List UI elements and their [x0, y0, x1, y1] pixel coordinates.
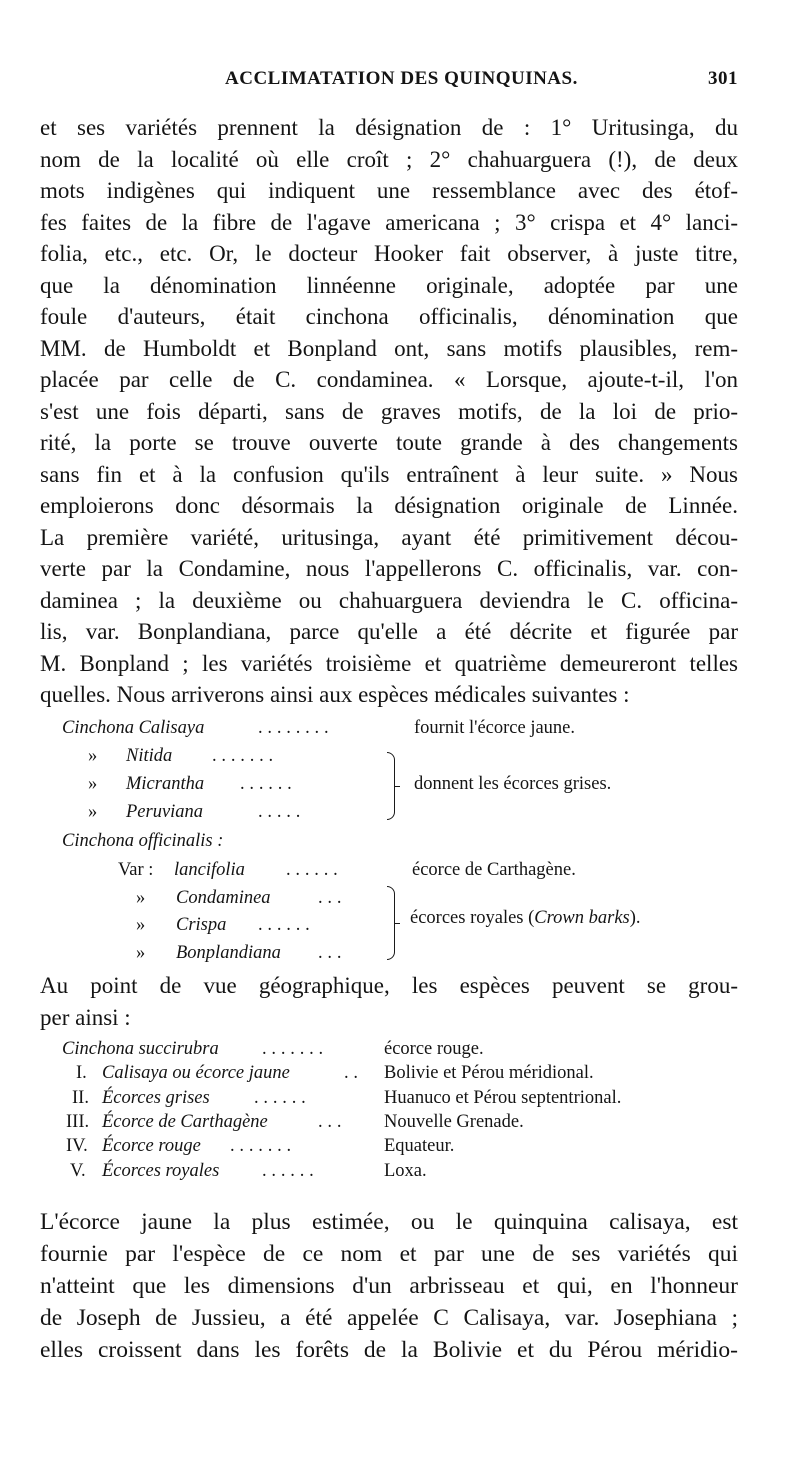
roman-numeral: V.	[70, 1161, 86, 1181]
list-item	[62, 718, 204, 739]
text-line: Au point de vue géographique, les espèces peuvent se grou-	[40, 973, 738, 998]
ditto-mark: »	[88, 802, 98, 822]
paragraph-1	[40, 112, 738, 711]
species-description: fournit l'écorce jaune.	[414, 718, 576, 738]
leader-dots: ......	[254, 1088, 311, 1108]
roman-numeral: I.	[76, 1063, 87, 1083]
leader-dots: ........	[258, 718, 334, 738]
bark-name: Écorces royales	[102, 1161, 220, 1181]
leader-dots: ......	[258, 915, 315, 935]
curly-brace	[387, 886, 395, 960]
leader-dots: .....	[258, 802, 306, 822]
paragraph-3	[40, 1206, 738, 1366]
variety-name: Condaminea	[176, 888, 271, 908]
group-description	[410, 908, 641, 929]
species-name: Cinchona succirubra	[62, 1039, 219, 1059]
leader-dots: ......	[286, 860, 343, 880]
text-line: folia, etc., etc. Or, le docteur Hooker fait observer, à juste titre,	[40, 241, 738, 266]
text-line: daminea ; la deuxième ou chahuarguera deviendra le C. officina-	[40, 587, 738, 613]
bark-name: Écorce de Carthagène	[102, 1112, 268, 1132]
ditto-mark: »	[88, 746, 98, 766]
roman-numeral: III.	[66, 1112, 90, 1132]
roman-numeral: IV.	[66, 1136, 88, 1156]
group-description: donnent les écorces grises.	[414, 774, 612, 794]
text-line: La première variété, uritusinga, ayant été primitivement décou-	[40, 524, 738, 550]
curly-brace	[387, 752, 395, 820]
text-line: nom de la localité où elle croît ; 2° chahuarguera (!), de deux	[40, 146, 738, 172]
ditto-mark: »	[136, 943, 146, 963]
species-name: Micrantha	[126, 774, 205, 794]
page-number: 301	[708, 68, 738, 89]
text-line: mots indigènes qui indiquent une ressemblance avec des étof-	[40, 178, 738, 203]
ditto-mark: »	[136, 915, 146, 935]
text-line: quelles. Nous arriverons ainsi aux espèces médicales suivantes :	[40, 682, 630, 707]
text-line: foule d'auteurs, était cinchona officinalis, dénomination que	[40, 304, 738, 329]
text-line: per ainsi :	[40, 1004, 131, 1030]
bark-name: Écorces grises	[102, 1088, 210, 1108]
leader-dots: ...	[318, 888, 347, 908]
group-description-end: ).	[629, 908, 641, 928]
running-title: ACCLIMATATION DES QUINQUINAS.	[225, 68, 578, 89]
leader-dots: ...	[318, 1112, 347, 1132]
text-line: que la dénomination linnéenne originale, adoptée par une	[40, 272, 738, 298]
leader-dots: .......	[262, 1039, 328, 1059]
text-line: de Joseph de Jussieu, a été appelée C Calisaya, var. Josephiana ;	[40, 1305, 738, 1331]
bark-name: Calisaya ou écorce jaune	[102, 1063, 290, 1083]
text-line: et ses variétés prennent la désignation de : 1° Uritusinga, du	[40, 115, 738, 140]
leader-dots: ......	[262, 1161, 319, 1181]
text-line: lis, var. Bonplandiana, parce qu'elle a été décrite et figurée par	[40, 619, 738, 644]
variety-description: écorce de Carthagène.	[412, 860, 576, 880]
text-line: verte par la Condamine, nous l'appellerons C. officinalis, var. con-	[40, 556, 738, 581]
group-description-text: écorces royales (	[410, 908, 535, 928]
bark-name: Écorce rouge	[102, 1136, 201, 1156]
region-description: écorce rouge.	[384, 1039, 484, 1059]
var-prefix: Var :	[118, 860, 154, 880]
species-name: Peruviana	[126, 802, 204, 822]
text-line: fournie par l'espèce de ce nom et par une de ses variétés qui	[40, 1241, 738, 1267]
region-description: Huanuco et Pérou septentrional.	[384, 1088, 622, 1108]
text-line: n'atteint que les dimensions d'un arbrisseau et qui, en l'honneur	[40, 1273, 738, 1299]
region-description: Bolivie et Pérou méridional.	[384, 1063, 594, 1083]
group-description-italic: Crown barks	[534, 908, 630, 928]
species-name: Nitida	[126, 746, 173, 766]
ditto-mark: »	[136, 888, 146, 908]
text-line: s'est une fois départi, sans de graves motifs, de la loi de prio-	[40, 398, 738, 424]
region-description: Loxa.	[384, 1161, 427, 1181]
leader-dots: ..	[344, 1063, 363, 1083]
leader-dots: ......	[240, 774, 297, 794]
species-name: Cinchona Calisaya	[62, 718, 205, 738]
text-line: emploierons donc désormais la désignation originale de Linnée.	[40, 493, 738, 518]
leader-dots: .......	[230, 1136, 296, 1156]
text-line: elles croissent dans les forêts de la Bolivie et du Pérou méridio-	[40, 1337, 738, 1363]
text-line: MM. de Humboldt et Bonpland ont, sans motifs plausibles, rem-	[40, 335, 738, 361]
page-header	[40, 68, 738, 94]
region-description: Nouvelle Grenade.	[384, 1112, 524, 1132]
text-line: rité, la porte se trouve ouverte toute grande à des changements	[40, 430, 738, 455]
region-description: Equateur.	[384, 1136, 455, 1156]
list-heading: Cinchona officinalis :	[62, 831, 224, 851]
text-line: sans fin et à la confusion qu'ils entraînent à leur suite. » Nous	[40, 461, 738, 487]
text-line: fes faites de la fibre de l'agave americana ; 3° crispa et 4° lanci-	[40, 209, 738, 235]
text-line: placée par celle de C. condaminea. « Lorsque, ajoute-t-il, l'on	[40, 367, 738, 392]
paragraph-2	[40, 970, 738, 1033]
text-line: M. Bonpland ; les variétés troisième et quatrième demeureront telles	[40, 650, 738, 676]
leader-dots: .......	[212, 746, 278, 766]
ditto-mark: »	[88, 774, 98, 794]
roman-numeral: II.	[72, 1088, 89, 1108]
leader-dots: ...	[318, 943, 347, 963]
text-line: L'écorce jaune la plus estimée, ou le quinquina calisaya, est	[40, 1209, 738, 1235]
variety-name: lancifolia	[174, 860, 245, 880]
variety-name: Bonplandiana	[176, 943, 281, 963]
variety-name: Crispa	[176, 915, 227, 935]
